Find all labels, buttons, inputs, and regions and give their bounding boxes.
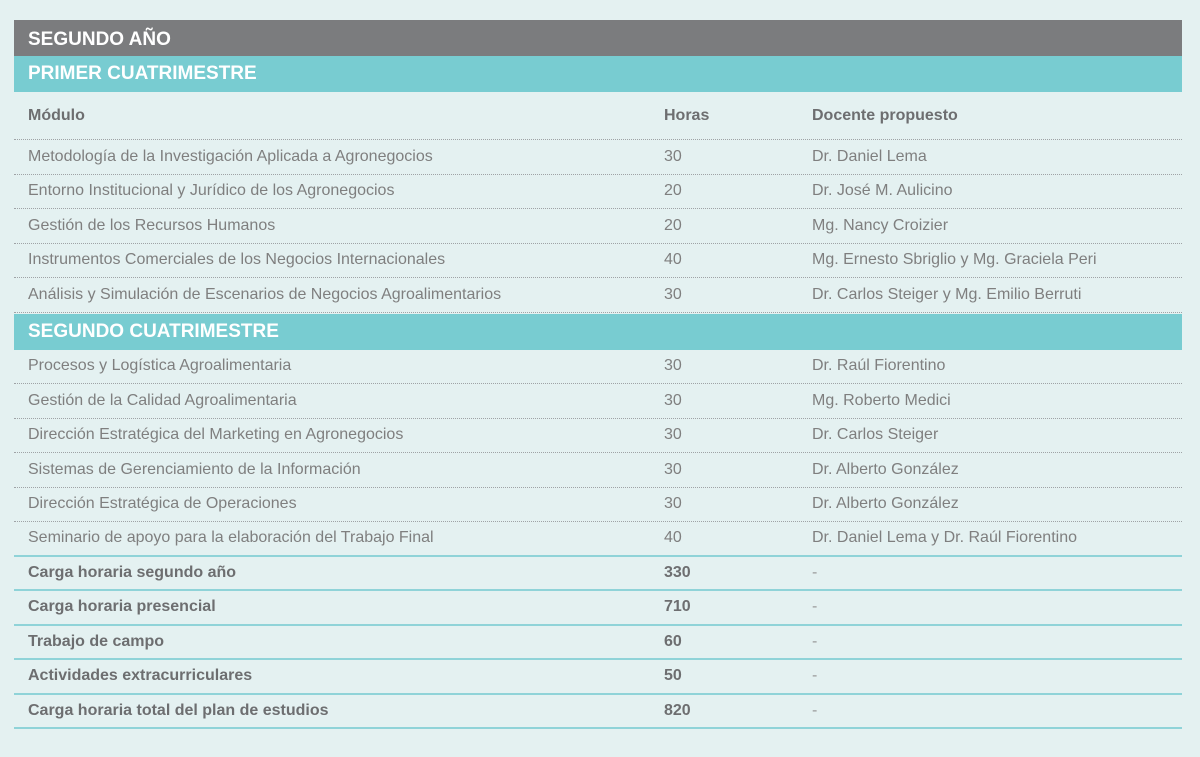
hours-header: Horas bbox=[664, 106, 710, 124]
teacher-cell: - bbox=[812, 667, 818, 685]
teacher-cell: Dr. Alberto González bbox=[812, 495, 959, 513]
table-row bbox=[14, 419, 1182, 454]
teacher-cell: Dr. Daniel Lema y Dr. Raúl Fiorentino bbox=[812, 529, 1077, 547]
curriculum-table bbox=[14, 20, 1182, 729]
module-cell: Carga horaria segundo año bbox=[28, 563, 237, 581]
teacher-cell: Mg. Ernesto Sbriglio y Mg. Graciela Peri bbox=[812, 251, 1097, 269]
hours-cell: 40 bbox=[664, 251, 682, 269]
module-cell: Dirección Estratégica de Operaciones bbox=[28, 495, 297, 513]
teacher-cell: Dr. Daniel Lema bbox=[812, 147, 927, 165]
module-cell: Instrumentos Comerciales de los Negocios Internacionales bbox=[28, 251, 446, 269]
teacher-cell: - bbox=[812, 701, 818, 719]
semester1-title: PRIMER CUATRIMESTRE bbox=[14, 56, 1182, 92]
module-cell: Seminario de apoyo para la elaboración del Trabajo Final bbox=[28, 529, 434, 547]
module-cell: Carga horaria presencial bbox=[28, 598, 216, 616]
table-header bbox=[14, 92, 1182, 140]
teacher-cell: Mg. Roberto Medici bbox=[812, 391, 951, 409]
semester1-rows bbox=[14, 140, 1182, 313]
table-row bbox=[14, 140, 1182, 175]
hours-cell: 30 bbox=[664, 426, 682, 444]
module-cell: Dirección Estratégica del Marketing en Agronegocios bbox=[28, 426, 404, 444]
hours-cell: 710 bbox=[664, 598, 691, 616]
module-cell: Actividades extracurriculares bbox=[28, 667, 253, 685]
hours-cell: 40 bbox=[664, 529, 682, 547]
hours-cell: 820 bbox=[664, 701, 691, 719]
total-row bbox=[14, 557, 1182, 592]
hours-cell: 20 bbox=[664, 216, 682, 234]
module-cell: Entorno Institucional y Jurídico de los Agronegocios bbox=[28, 182, 395, 200]
table-row bbox=[14, 384, 1182, 419]
module-header: Módulo bbox=[28, 106, 85, 124]
hours-cell: 20 bbox=[664, 182, 682, 200]
table-row bbox=[14, 209, 1182, 244]
table-row bbox=[14, 278, 1182, 313]
module-cell: Sistemas de Gerenciamiento de la Información bbox=[28, 460, 361, 478]
module-cell: Gestión de la Calidad Agroalimentaria bbox=[28, 391, 297, 409]
teacher-cell: Mg. Nancy Croizier bbox=[812, 216, 949, 234]
table-row bbox=[14, 244, 1182, 279]
teacher-cell: Dr. Alberto González bbox=[812, 460, 959, 478]
year-title: SEGUNDO AÑO bbox=[14, 20, 1182, 56]
hours-cell: 30 bbox=[664, 357, 682, 375]
hours-cell: 30 bbox=[664, 285, 682, 303]
table-row bbox=[14, 350, 1182, 385]
module-cell: Gestión de los Recursos Humanos bbox=[28, 216, 276, 234]
module-cell: Análisis y Simulación de Escenarios de Negocios Agroalimentarios bbox=[28, 285, 502, 303]
teacher-cell: - bbox=[812, 563, 818, 581]
hours-cell: 30 bbox=[664, 460, 682, 478]
table-row bbox=[14, 488, 1182, 523]
teacher-cell: Dr. Carlos Steiger y Mg. Emilio Berruti bbox=[812, 285, 1082, 303]
teacher-cell: - bbox=[812, 632, 818, 650]
table-row bbox=[14, 522, 1182, 557]
hours-cell: 30 bbox=[664, 147, 682, 165]
teacher-cell: Dr. Raúl Fiorentino bbox=[812, 357, 946, 375]
total-row bbox=[14, 695, 1182, 730]
teacher-header: Docente propuesto bbox=[812, 106, 958, 124]
teacher-cell: - bbox=[812, 598, 818, 616]
hours-cell: 30 bbox=[664, 495, 682, 513]
total-row bbox=[14, 660, 1182, 695]
table-row bbox=[14, 175, 1182, 210]
module-cell: Procesos y Logística Agroalimentaria bbox=[28, 357, 292, 375]
totals-rows bbox=[14, 557, 1182, 730]
module-cell: Metodología de la Investigación Aplicada a Agronegocios bbox=[28, 147, 433, 165]
semester2-rows bbox=[14, 350, 1182, 557]
total-row bbox=[14, 626, 1182, 661]
hours-cell: 30 bbox=[664, 391, 682, 409]
hours-cell: 330 bbox=[664, 563, 691, 581]
hours-cell: 50 bbox=[664, 667, 682, 685]
hours-cell: 60 bbox=[664, 632, 682, 650]
teacher-cell: Dr. José M. Aulicino bbox=[812, 182, 953, 200]
module-cell: Carga horaria total del plan de estudios bbox=[28, 701, 329, 719]
total-row bbox=[14, 591, 1182, 626]
table-row bbox=[14, 453, 1182, 488]
teacher-cell: Dr. Carlos Steiger bbox=[812, 426, 939, 444]
module-cell: Trabajo de campo bbox=[28, 632, 165, 650]
semester2-title: SEGUNDO CUATRIMESTRE bbox=[14, 314, 1182, 350]
